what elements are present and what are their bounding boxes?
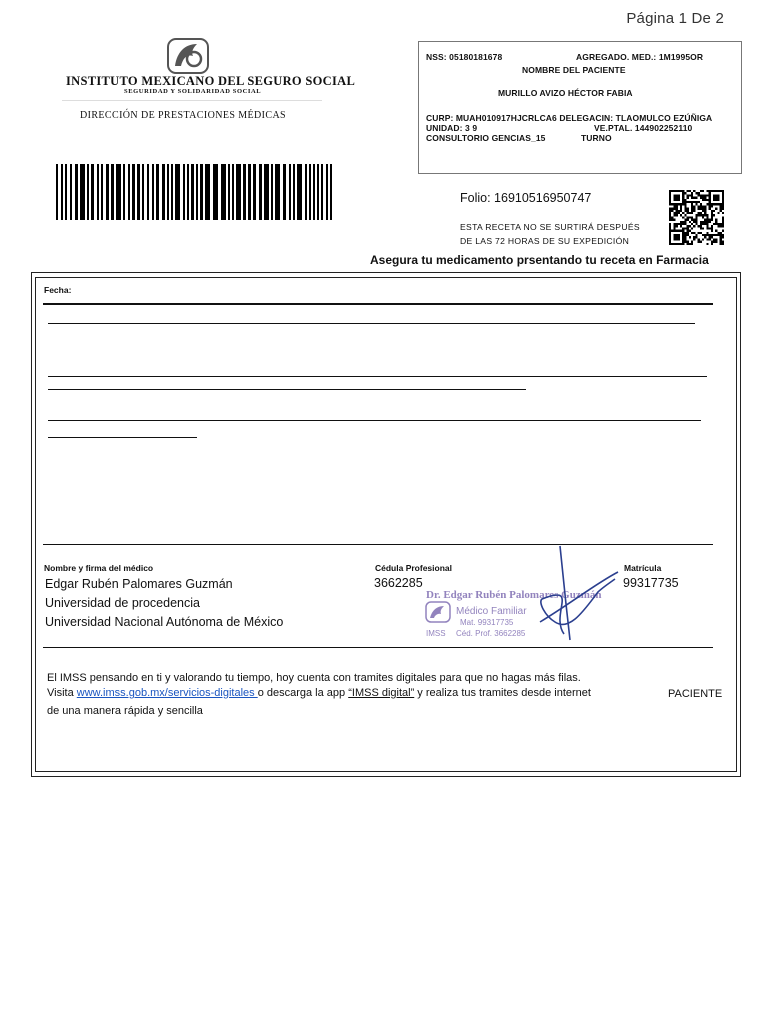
institution-subtitle: SEGURIDAD Y SOLIDARIDAD SOCIAL [124,88,262,95]
curp-delegacion-field: CURP: MUAH010917HJCRLCA6 DELEGACIN: TLAOMULCO EZÚÑIGA [426,113,713,123]
footer-visit-line [47,687,591,699]
stamp-logo-icon [426,602,450,622]
expiry-notice-line1: ESTA RECETA NO SE SURTIRÁ DESPUÉS [460,222,640,232]
cedula-label: Cédula Profesional [375,563,452,573]
doctor-stamp-signature [420,544,620,644]
stamp-cedula: Céd. Prof. 3662285 [456,629,526,638]
rule-line [48,323,695,324]
rule-line [48,389,526,390]
unidad-field: UNIDAD: 3 9 [426,123,478,133]
barcode-icon [56,164,334,220]
digital-services-link[interactable]: www.imss.gob.mx/servicios-digitales [76,687,258,699]
expiry-notice-line2: DE LAS 72 HORAS DE SU EXPEDICIÓN [460,236,630,246]
fecha-label: Fecha: [44,285,72,295]
cedula-value: 3662285 [374,576,423,590]
rule-line [48,437,197,438]
qr-code-icon [668,190,725,245]
imss-logo-icon [167,38,209,74]
matricula-value: 99317735 [623,576,679,590]
doctor-name: Edgar Rubén Palomares Guzmán [45,577,233,591]
direction-title: DIRECCIÓN DE PRESTACIONES MÉDICAS [80,110,287,121]
consultorio-field: CONSULTORIO GENCIAS_15 [426,133,546,143]
footer-visita: Visita [47,687,77,699]
stamp-brand: IMSS [426,629,446,638]
rule-line [43,647,713,648]
page-number: Página 1 De 2 [626,10,724,27]
patient-name: MURILLO AVIZO HÉCTOR FABIA [498,88,633,98]
stamp-matricula: Mat. 99317735 [460,618,514,627]
stamp-role: Médico Familiar [456,606,527,617]
footer-message: El IMSS pensando en ti y valorando tu tiempo, hoy cuenta con tramites digitales para que no hagas más filas. [47,672,581,684]
patient-info-box [418,41,742,174]
universidad-value: Universidad Nacional Autónoma de México [45,615,284,629]
stamp-doctor-name: Dr. Edgar Rubén Palomares Guzmán [426,589,602,601]
header-divider [62,100,322,101]
agregado-field: AGREGADO. MED.: 1M1995OR [576,52,704,62]
doctor-name-label: Nombre y firma del médico [44,563,154,573]
rule-line [43,303,713,305]
ve-ptal-field: VE.PTAL. 144902252110 [594,123,693,133]
rule-line [48,420,701,421]
app-name: “IMSS digital” [348,687,415,699]
matricula-label: Matrícula [624,563,662,573]
folio-number: Folio: 16910516950747 [460,191,592,205]
pharmacy-message: Asegura tu medicamento prsentando tu receta en Farmacia [370,253,709,267]
nss-field: NSS: 05180181678 [426,52,503,62]
rule-line [48,376,707,377]
universidad-label: Universidad de procedencia [45,596,200,610]
patient-name-label: NOMBRE DEL PACIENTE [522,65,626,75]
institution-name: INSTITUTO MEXICANO DEL SEGURO SOCIAL [66,74,356,88]
turno-field: TURNO [581,133,612,143]
copy-label: PACIENTE [668,688,723,700]
footer-middle: o descarga la app [257,687,349,699]
footer-message-end: de una manera rápida y sencilla [47,705,203,717]
footer-end: y realiza tus tramites desde internet [414,687,591,699]
